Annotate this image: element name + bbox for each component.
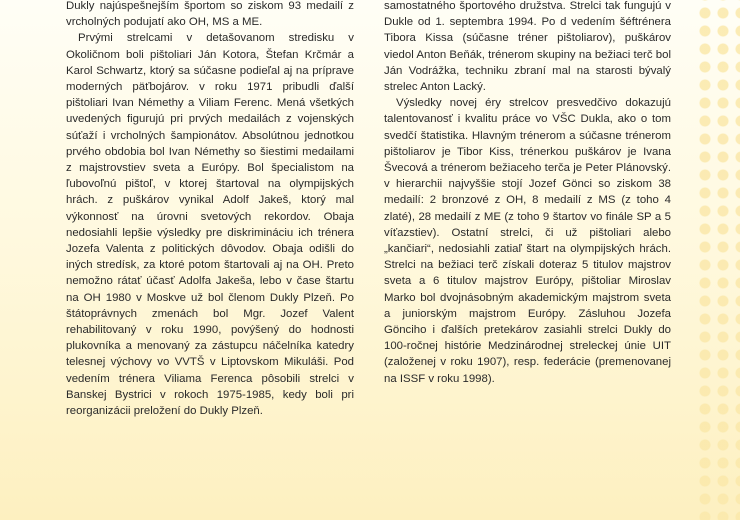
paragraph: samostatného športového družstva. Strelci tak fungujú v Dukle od 1. septembra 1994. Po d vedením šéftrénera Tibora Kissa (súčasne tréner pištoliarov), puškárov viedol Anton Beňák, trénerom skupiny na bežiaci terč bol Ján Vodrážka, techniku zbraní mal na starosti bývalý strelec Anton Lacký. [384,0,671,94]
paragraph: Prvými strelcami v detašovanom stredisku v Okoličnom boli pištoliari Ján Kotora, Štefan Krčmár a Karol Schwartz, ktorý sa súčasne podieľal aj na príprave moderných päťbojárov. v roku 1971 pribudli ďalší pištoliari Ivan Némethy a Viliam Ferenc. Mená všetkých uvedených figurujú pri prvých medailách z vojenských súťaží i vrcholných šampionátov. Absolútnou jednotkou prvého obdobia bol Ivan Némethy so šiestimi medailami z majstrovstiev sveta a Európy. Bol špecialistom na ľubovoľnú pištoľ, v ktorej štartoval na olympijských hrách. z puškárov vynikal Adolf Jakeš, ktorý mal výkonnosť na úrovni svetových rekordov. Obaja nedosiahli lepšie výsledky pre diskrimináciu ich trénera Jozefa Valenta z politických dôvodov. Obaja odišli do iných stredísk, za ktoré potom štartovali aj na OH. Preto nemožno rátať účasť Adolfa Jakeša, lebo v čase štartu na OH 1980 v Moskve už bol členom Dukly Plzeň. Po štátoprávnych zmenách bol Mgr. Jozef Valent rehabilitovaný v roku 1990, povýšený do hodnosti plukovníka a menovaný za zástupcu náčelníka katedry telesnej výchovy vo VVTŠ v Liptovskom Mikuláši. Pod vedením trénera Viliama Ferenca pôsobili strelci v Banskej Bystrici v rokoch 1975-1985, kedy boli pri reorganizácii preložení do Dukly Plzeň. [66,32,354,418]
paragraph: Výsledky novej éry strelcov presvedčivo dokazujú talentovanosť i kvalitu práce vo VŠC Dukla, ako o tom svedčí štatistika. Hlavným trénerom a súčasne trénerom pištoliarov je Tibor Kiss, trénerkou puškárov je Ivana Švecová a trénerom bežiaceho terča je Peter Plánovský. v hierarchii najvyššie stojí Jozef Gönci so ziskom 38 medailí: 2 bronzové z OH, 8 medailí z MS (z toho 4 zlaté), 28 medailí z ME (z toho 9 štartov vo finále SP a 5 víťazstiev). Ostatní strelci, či už pištoliari alebo „kančiari“, nedosiahli zatiaľ štart na olympijských hrách. Strelci na bežiaci terč získali doteraz 5 titulov majstrov sveta a 6 titulov majstrov Európy, pištoliar Miroslav Marko bol dvojnásobným akademickým majstrom sveta a juniorským majstrom Európy. Zásluhou Jozefa Gönciho i ďalších pretekárov zasiahli strelci Dukly do 100-ročnej histórie Medzinárodnej streleckej únie UIT (založenej v roku 1907), resp. federácie (premenovanej na ISSF v roku 1998). [384,97,671,385]
decorative-dot-pattern [694,0,740,520]
left-text-column [66,0,354,419]
right-text-column [384,0,671,387]
paragraph: Dukly najúspešnejším športom so ziskom 93 medailí z vrcholných podujatí ako OH, MS a ME. [66,0,354,29]
